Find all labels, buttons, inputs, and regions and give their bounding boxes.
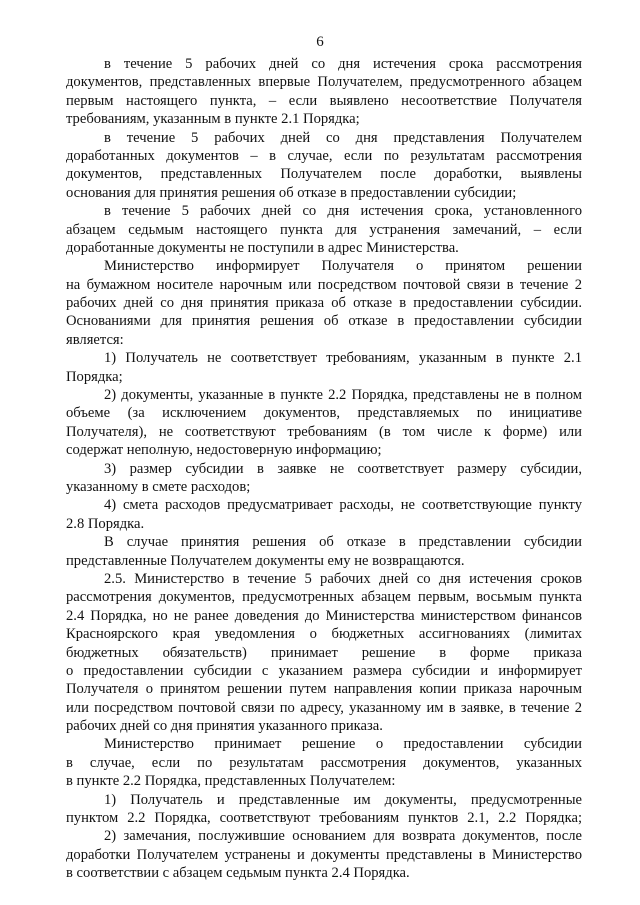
text-line: Красноярского края уведомления о бюджетных ассигнованиях (лимитах [66,626,582,643]
text-line: в течение 5 рабочих дней со дня представления Получателем [104,129,582,146]
text-line: Получателя), не соответствуют требованиям (в том числе к форме) или [66,423,582,440]
page-number: 6 [316,34,324,50]
text-line: 2) документы, указанные в пункте 2.2 Порядка, представлены не в полном [104,387,582,404]
text-line: 2.4 Порядка, но не ранее доведения до Министерства министерством финансов [66,607,582,624]
text-line: первым настоящего пункта, – если выявлено несоответствие Получателя [66,92,582,109]
text-line: 2.5. Министерство в течение 5 рабочих дней со дня истечения сроков [104,570,582,587]
text-line: или посредством почтовой связи по адресу, указанному им в заявке, в течение 2 [66,699,582,716]
text-line: бюджетных обязательств) принимает решение в форме приказа [66,644,582,661]
text-line: в течение 5 рабочих дней со дня истечения срока, установленного [104,203,582,220]
text-line: документов, представленных Получателем после доработки, выявлены [66,166,582,183]
text-line: пунктом 2.2 Порядка, соответствуют требованиям пунктов 2.1, 2.2 Порядка; [66,810,582,827]
text-line: документов, представленных впервые Получателем, предусмотренного абзацем [66,74,582,91]
text-line: в случае, если по результатам рассмотрения документов, указанных [66,754,582,771]
text-line: рабочих дней со дня принятия указанного приказа. [66,718,383,735]
text-line: Получателя о принятом решении путем направления копии приказа нарочным [66,681,582,698]
text-line: рассмотрения документов, предусмотренных абзацем первым, восьмым пункта [66,589,582,606]
text-line: Порядка; [66,368,123,385]
text-line: рабочих дней со дня принятия приказа об отказе в предоставлении субсидии. [66,295,582,312]
document-body [66,55,582,883]
text-line: доработки Получателем устранены и документы представлены в Министерство [66,846,582,863]
text-line: 1) Получатель и представленные им документы, предусмотренные [104,791,582,808]
text-line: доработанные документы не поступили в адрес Министерства. [66,239,459,256]
text-line: Министерство принимает решение о предоставлении субсидии [104,736,582,753]
text-line: Министерство информирует Получателя о принятом решении [104,258,582,275]
text-line: 2) замечания, послужившие основанием для возврата документов, после [104,828,582,845]
text-line: в пункте 2.2 Порядка, представленных Получателем: [66,773,396,790]
text-line: в течение 5 рабочих дней со дня истечения срока рассмотрения [104,56,582,72]
text-line: требованиям, указанным в пункте 2.1 Порядка; [66,111,360,128]
text-line: основания для принятия решения об отказе в предоставлении субсидии; [66,184,517,201]
text-line: указанному в смете расходов; [66,478,251,495]
text-line: объеме (за исключением документов, представляемых по инициативе [66,405,582,422]
text-line: является: [66,331,124,348]
text-line: В случае принятия решения об отказе в представлении субсидии [104,534,582,551]
text-line: представленные Получателем документы ему не возвращаются. [66,552,465,569]
text-line: на бумажном носителе нарочным или посредством почтовой связи в течение 2 [66,276,582,293]
text-line: 3) размер субсидии в заявке не соответствует размеру субсидии, [104,460,582,477]
text-line: абзацем седьмым настоящего пункта для устранения замечаний, – если [66,221,582,238]
text-line: 2.8 Порядка. [66,515,145,532]
text-line: о предоставлении субсидии с указанием размера субсидии и информирует [66,662,582,679]
text-line: в соответствии с абзацем седьмым пункта 2.4 Порядка. [66,865,410,882]
text-line: 1) Получатель не соответствует требованиям, указанным в пункте 2.1 [104,350,582,367]
text-line: Основаниями для принятия решения об отказе в предоставлении субсидии [66,313,582,330]
text-line: 4) смета расходов предусматривает расходы, не соответствующие пункту [104,497,582,514]
text-line: содержат неполную, недостоверную информацию; [66,442,382,459]
text-line: доработанных документов – в случае, если по результатам рассмотрения [66,147,582,164]
